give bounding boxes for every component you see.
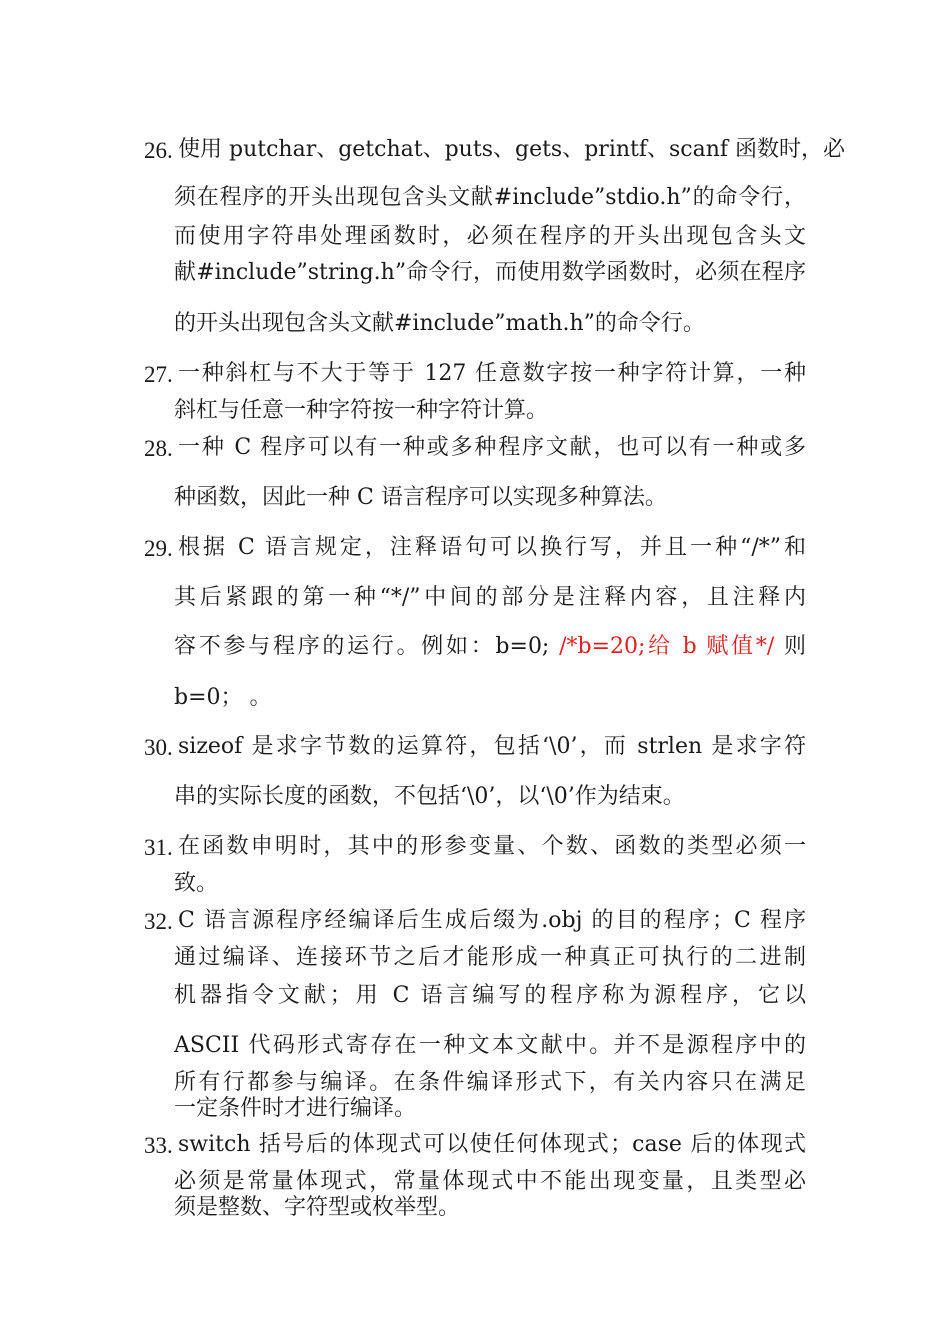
item-line: 必须是常量体现式，常量体现式中不能出现变量，且类型必 [174, 1169, 806, 1194]
item-line: 其后紧跟的第一种“*/”中间的部分是注释内容，且注释内 [174, 585, 806, 610]
item-number: 26. [144, 138, 173, 163]
item-line: ASCII 代码形式寄存在一种文本文献中。并不是源程序中的 [174, 1033, 806, 1058]
item-line: 致。 [174, 871, 219, 896]
item-line: b=0； 。 [174, 685, 272, 710]
item-line: switch 括号后的体现式可以使任何体现式；case 后的体现式 [178, 1132, 806, 1157]
item-line: 献#include”string.h”命令行，而使用数学函数时，必须在程序 [174, 260, 806, 285]
item-line: 串的实际长度的函数，不包括‘\0’，以‘\0’作为结束。 [174, 784, 685, 809]
comment-example: /*b=20;给 b 赋值*/ [559, 634, 775, 659]
item-number: 31. [144, 835, 173, 860]
item-line: sizeof 是求字节数的运算符，包括‘\0’，而 strlen 是求字符 [178, 734, 806, 759]
item-number: 29. [144, 536, 173, 561]
item-line: 使用 putchar、getchat、puts、gets、printf、scanf 函数时，必 [178, 137, 846, 162]
item-number: 28. [144, 436, 173, 461]
item-line: 的开头出现包含头文献#include”math.h”的命令行。 [174, 311, 705, 336]
line-text: 则 [783, 634, 806, 659]
item-number: 30. [144, 735, 173, 760]
item-line: 须是整数、字符型或枚举型。 [174, 1195, 461, 1220]
item-line-with-code [174, 636, 806, 658]
item-line: 而使用字符串处理函数时，必须在程序的开头出现包含头文 [174, 224, 806, 249]
item-line: 所有行都参与编译。在条件编译形式下，有关内容只在满足 [174, 1070, 806, 1095]
item-line: C 语言源程序经编译后生成后缀为.obj 的目的程序；C 程序 [178, 908, 806, 933]
item-line: 根据 C 语言规定，注释语句可以换行写，并且一种“/*”和 [178, 535, 806, 560]
item-line: 一种 C 程序可以有一种或多种程序文献，也可以有一种或多 [178, 435, 806, 460]
item-line: 通过编译、连接环节之后才能形成一种真正可执行的二进制 [174, 945, 806, 970]
item-line: 种函数，因此一种 C 语言程序可以实现多种算法。 [174, 485, 667, 510]
item-number: 27. [144, 362, 173, 387]
item-line: 一种斜杠与不大于等于 127 任意数字按一种字符计算，一种 [178, 361, 806, 386]
item-line: 在函数申明时，其中的形参变量、个数、函数的类型必须一 [178, 834, 806, 859]
item-line: 一定条件时才进行编译。 [174, 1096, 417, 1121]
item-line: 斜杠与任意一种字符按一种字符计算。 [174, 398, 549, 423]
line-text: 容不参与程序的运行。例如：b=0; [174, 634, 550, 659]
item-number: 32. [144, 909, 173, 934]
item-line: 须在程序的开头出现包含头文献#include”stdio.h”的命令行， [174, 185, 806, 210]
item-number: 33. [144, 1133, 173, 1158]
item-line: 机器指令文献；用 C 语言编写的程序称为源程序，它以 [174, 983, 806, 1008]
